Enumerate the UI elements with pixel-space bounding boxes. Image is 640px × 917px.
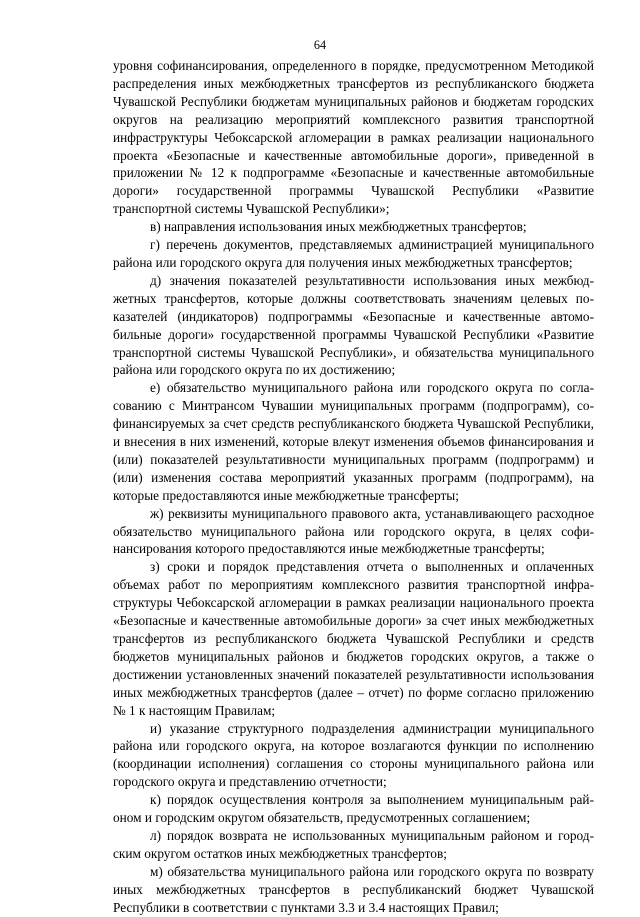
document-body	[113, 57, 594, 917]
paragraph-item-k: к) порядок осуществления контроля за выполнением муниципальным районом и городским округом обязательств, предусмотренных соглашением;	[113, 792, 594, 826]
paragraph-item-d: д) значения показателей результативности использования иных межбюджетных трансфертов, которые должны соответствовать значениям целевых показателей (индикаторов) подпрограммы «Безопасные и качественные автомобильные дороги» государственной программы Чувашской Республики «Развитие транспортной системы Чувашской Республики», и обязательства муниципального района или городского округа по их достижению;	[113, 272, 594, 378]
paragraph-item-zh: ж) реквизиты муниципального правового акта, устанавливающего расходное обязательство муниципального района или городского округа, в целях софинансирования которого предоставляются иные межбюджетные трансферты;	[113, 505, 594, 557]
paragraph-item-l: л) порядок возврата не использованных муниципальным районом и городским округом остатков иных межбюджетных трансфертов;	[113, 827, 594, 861]
paragraph-item-v: в) направления использования иных межбюджетных трансфертов;	[150, 219, 527, 235]
paragraph-item-e: е) обязательство муниципального района или городского округа по согласованию с Минтрансом Чувашии муниципальных программ (подпрограмм), софинансируемых за счет средств республиканского бюджета Чувашской Республики, и внесения в них изменений, которые влекут изменения объемов финансирования и (или) показателей результативности муниципальных программ (подпрограмм) и (или) изменения состава мероприятий указанных программ (подпрограмм), на которые предоставляются иные межбюджетные трансферты;	[113, 380, 594, 503]
paragraph-item-z: з) сроки и порядок представления отчета о выполненных и оплаченных объемах работ по мероприятиям комплексного развития транспортной инфраструктуры Чебоксарской агломерации в рамках реализации национального проекта «Безопасные и качественные автомобильные дороги» за счет иных межбюджетных трансфертов из республиканского бюджета Чувашской Республики и средств бюджетов муниципальных районов и бюджетов городских округов, а также о достижении установленных значений показателей результативности использования иных межбюджетных трансфертов (далее – отчет) по форме согласно приложению № 1 к настоящим Правилам;	[113, 559, 594, 718]
paragraph-item-g: г) перечень документов, представляемых администрацией муниципального района или городского округа для получения иных межбюджетных трансфертов;	[113, 237, 594, 270]
paragraph-continuation: уровня софинансирования, определенного в порядке, предусмотренном Методикой распределения иных межбюджетных трансфертов из республиканского бюджета Чувашской Республики бюджетам муниципальных районов и бюджетам городских округов на реализацию мероприятий комплексного развития транспортной инфраструктуры Чебоксарской агломерации в рамках реализации национального проекта «Безопасные и качественные автомобильные дороги», приведенной в приложении № 12 к подпрограмме «Безопасные и качественные автомобильные дороги» государственной программы Чувашской Республики «Развитие транспортной системы Чувашской Республики»;	[113, 58, 594, 217]
paragraph-item-i: и) указание структурного подразделения администрации муниципального района или городского округа, на которое возлагаются функции по исполнению (координации исполнения) соглашения со стороны муниципального района или городского округа и представлению отчетности;	[113, 720, 594, 790]
page-number: 64	[313, 38, 327, 52]
paragraph-item-m: м) обязательства муниципального района или городского округа по возврату иных межбюджетных трансфертов в республиканский бюджет Чувашской Республики в соответствии с пунктами 3.3 и 3.4 настоящих Правил;	[113, 863, 594, 915]
